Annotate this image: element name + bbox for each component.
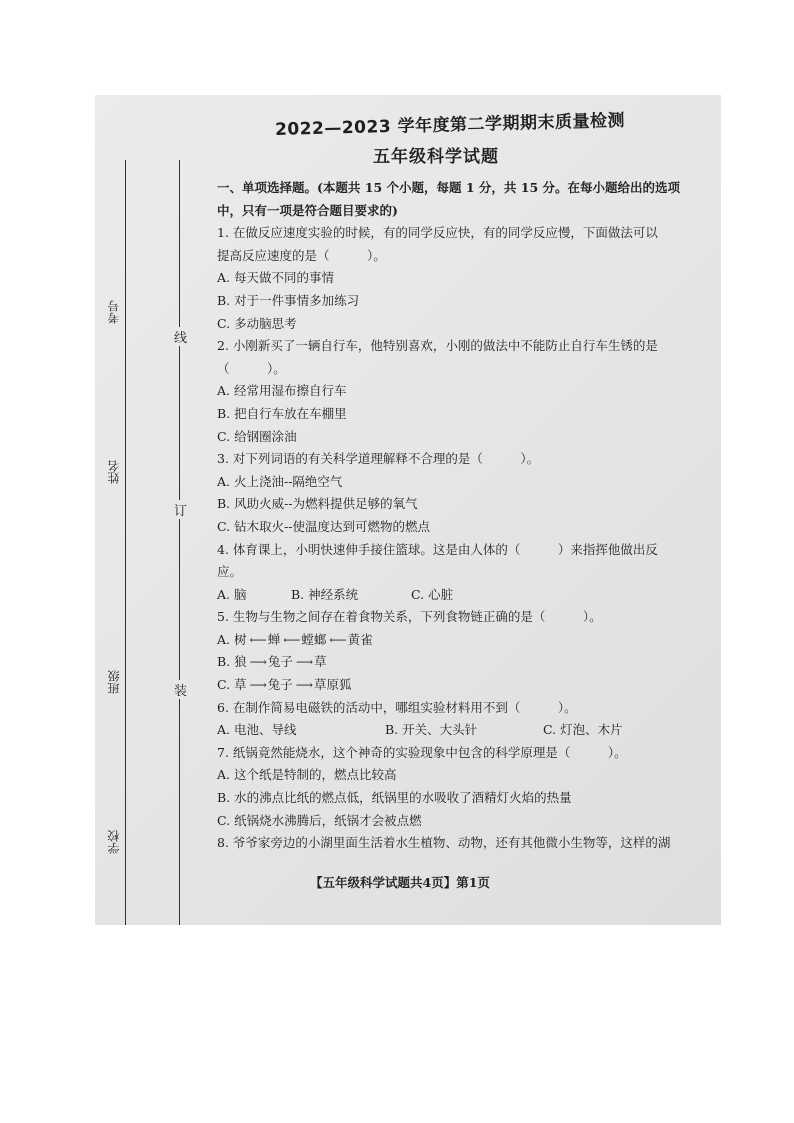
question-body: [217, 177, 717, 855]
question-stem: 1. 在做反应速度实验的时候，有的同学反应快，有的同学反应慢，下面做法可以: [217, 225, 658, 241]
option: C. 心脏: [411, 586, 454, 602]
exam-subtitle: 五年级科学试题: [373, 147, 499, 167]
option: A. 每天做不同的事情: [217, 270, 334, 286]
option: C. 纸锅烧水沸腾后，纸锅才会被点燃: [217, 812, 422, 828]
option: C. 灯泡、木片: [543, 722, 623, 738]
option: C. 钻木取火--使温度达到可燃物的燃点: [217, 518, 431, 534]
question-stem: 4. 体育课上，小明快速伸手接住篮球。这是由人体的（ ）来指挥他做出反: [217, 541, 658, 557]
option: A. 电池、导线: [217, 722, 297, 738]
field-exam-number: 考号: [107, 300, 121, 324]
option-row: [217, 584, 717, 607]
chain-item: 蝉: [267, 631, 281, 647]
option: C. 给钢圈涂油: [217, 428, 297, 444]
exam-paper-photo: [95, 95, 721, 925]
exam-title: 2022—2023 学年度第二学期期末质量检测: [274, 110, 626, 140]
option: A. 经常用湿布擦自行车: [217, 383, 347, 399]
field-class: 班级: [107, 670, 121, 694]
arrow-right-icon: ⟶: [295, 678, 311, 693]
cut-mark-staple: 订: [174, 500, 187, 519]
question-stem: 应。: [217, 564, 243, 580]
chain-item: 草: [314, 654, 327, 670]
arrow-left-icon: ⟵: [329, 632, 345, 647]
question-stem: 5. 生物与生物之间存在着食物关系，下列食物链正确的是（ ）。: [217, 609, 602, 625]
option: B. 风助火威--为燃料提供足够的氧气: [217, 496, 418, 512]
option: B. 水的沸点比纸的燃点低，纸锅里的水吸收了酒精灯火焰的热量: [217, 790, 572, 806]
arrow-right-icon: ⟶: [249, 655, 265, 670]
chain-item: 黄雀: [347, 631, 373, 647]
page-footer: 【五年级科学试题共4页】第1页: [310, 875, 490, 890]
option-row: [217, 719, 717, 742]
cut-mark-bind: 装: [174, 680, 187, 699]
option: B. 神经系统: [291, 586, 359, 602]
option: A. 这个纸是特制的，燃点比较高: [217, 767, 397, 783]
field-name: 姓名: [107, 460, 121, 484]
cut-line: [179, 160, 180, 925]
margin-line: [125, 160, 126, 925]
food-chain-option-b: [217, 651, 717, 674]
section-heading: 一、单项选择题。(本题共 15 个小题，每题 1 分，共 15 分。在每小题给出的选项: [217, 180, 681, 195]
question-stem: 8. 爷爷家旁边的小湖里面生活着水生植物、动物，还有其他微小生物等，这样的湖: [217, 835, 671, 851]
question-stem: 6. 在制作简易电磁铁的活动中，哪组实验材料用不到（ ）。: [217, 699, 577, 715]
question-stem: 提高反应速度的是（ ）。: [217, 247, 386, 263]
chain-item: 兔子: [267, 654, 293, 670]
food-chain-option-c: [217, 674, 717, 697]
option: B. 把自行车放在车棚里: [217, 405, 347, 421]
question-stem: 3. 对下列词语的有关科学道理解释不合理的是（ ）。: [217, 451, 540, 467]
section-heading-cont: 中，只有一项是符合题目要求的): [217, 202, 398, 218]
arrow-right-icon: ⟶: [295, 655, 312, 670]
question-stem: （ ）。: [217, 360, 286, 376]
field-school: 学校: [107, 830, 121, 854]
food-chain-option-a: [217, 629, 717, 652]
arrow-right-icon: ⟶: [249, 678, 265, 693]
option-label: B. 狼: [217, 654, 247, 670]
option-label: C. 草: [217, 677, 247, 693]
question-stem: 2. 小刚新买了一辆自行车，他特别喜欢，小刚的做法中不能防止自行车生锈的是: [217, 338, 658, 354]
option-label: A. 树: [217, 631, 247, 647]
chain-item: 螳螂: [301, 631, 327, 647]
option: A. 脑: [217, 586, 247, 602]
question-stem: 7. 纸锅竟然能烧水，这个神奇的实验现象中包含的科学原理是（ ）。: [217, 744, 627, 760]
arrow-left-icon: ⟵: [249, 632, 265, 647]
option: A. 火上浇油--隔绝空气: [217, 473, 343, 489]
chain-item: 草原狐: [314, 677, 352, 693]
option: C. 多动脑思考: [217, 315, 297, 331]
option: B. 开关、大头针: [385, 722, 478, 738]
arrow-left-icon: ⟵: [283, 632, 299, 647]
option: B. 对于一件事情多加练习: [217, 292, 360, 308]
chain-item: 兔子: [267, 677, 293, 693]
cut-mark-line: 线: [174, 327, 187, 346]
